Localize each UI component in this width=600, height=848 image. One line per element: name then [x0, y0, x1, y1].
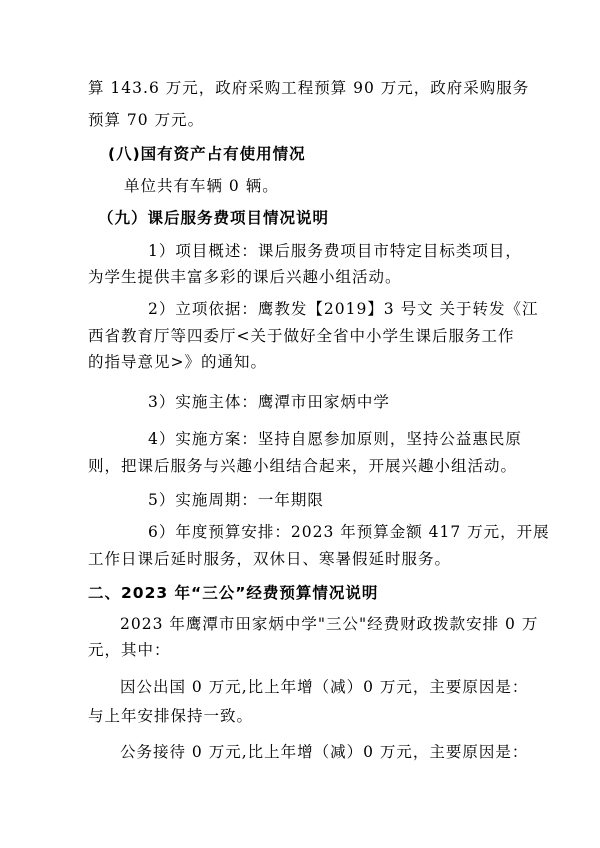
- project-basis: 2）立项依据：鹰教发【2019】3 号文 关于转发《江: [148, 300, 539, 318]
- section-heading-9: （九）课后服务费项目情况说明: [98, 209, 330, 227]
- annual-budget-cont: 工作日课后延时服务，双休日、寒暑假延时服务。: [88, 550, 452, 568]
- section-heading-8: (八)国有资产占有使用情况: [108, 145, 306, 163]
- overseas-trip-line: 因公出国 0 万元,比上年增（减）0 万元，主要原因是：: [120, 678, 529, 696]
- overseas-trip-reason: 与上年安排保持一致。: [88, 707, 254, 725]
- project-overview: 1）项目概述：课后服务费项目市特定目标类项目，: [148, 242, 522, 260]
- section-heading-2: 二、2023 年“三公”经费预算情况说明: [88, 584, 379, 602]
- three-public-funds: 2023 年鹰潭市田家炳中学"三公"经费财政拨款安排 0 万: [120, 615, 539, 633]
- implementation-period: 5）实施周期：一年期限: [148, 491, 324, 509]
- annual-budget: 6）年度预算安排：2023 年预算金额 417 万元，开展: [148, 523, 550, 541]
- budget-line: 算 143.6 万元，政府采购工程预算 90 万元，政府采购服务: [88, 79, 530, 97]
- three-public-funds-cont: 元，其中：: [88, 641, 171, 659]
- project-overview-cont: 为学生提供丰富多彩的课后兴趣小组活动。: [88, 268, 402, 286]
- implementer: 3）实施主体：鹰潭市田家炳中学: [148, 393, 390, 411]
- official-reception-line: 公务接待 0 万元,比上年增（减）0 万元，主要原因是：: [120, 743, 529, 761]
- project-basis-cont1: 西省教育厅等四委厅<关于做好全省中小学生课后服务工作: [88, 327, 515, 345]
- budget-line-cont: 预算 70 万元。: [88, 111, 205, 129]
- vehicle-line: 单位共有车辆 0 辆。: [124, 177, 279, 195]
- implementation-plan-cont: 则，把课后服务与兴趣小组结合起来，开展兴趣小组活动。: [88, 457, 518, 475]
- implementation-plan: 4）实施方案：坚持自愿参加原则，坚持公益惠民原: [148, 430, 522, 448]
- project-basis-cont2: 的指导意见>》的通知。: [88, 353, 267, 371]
